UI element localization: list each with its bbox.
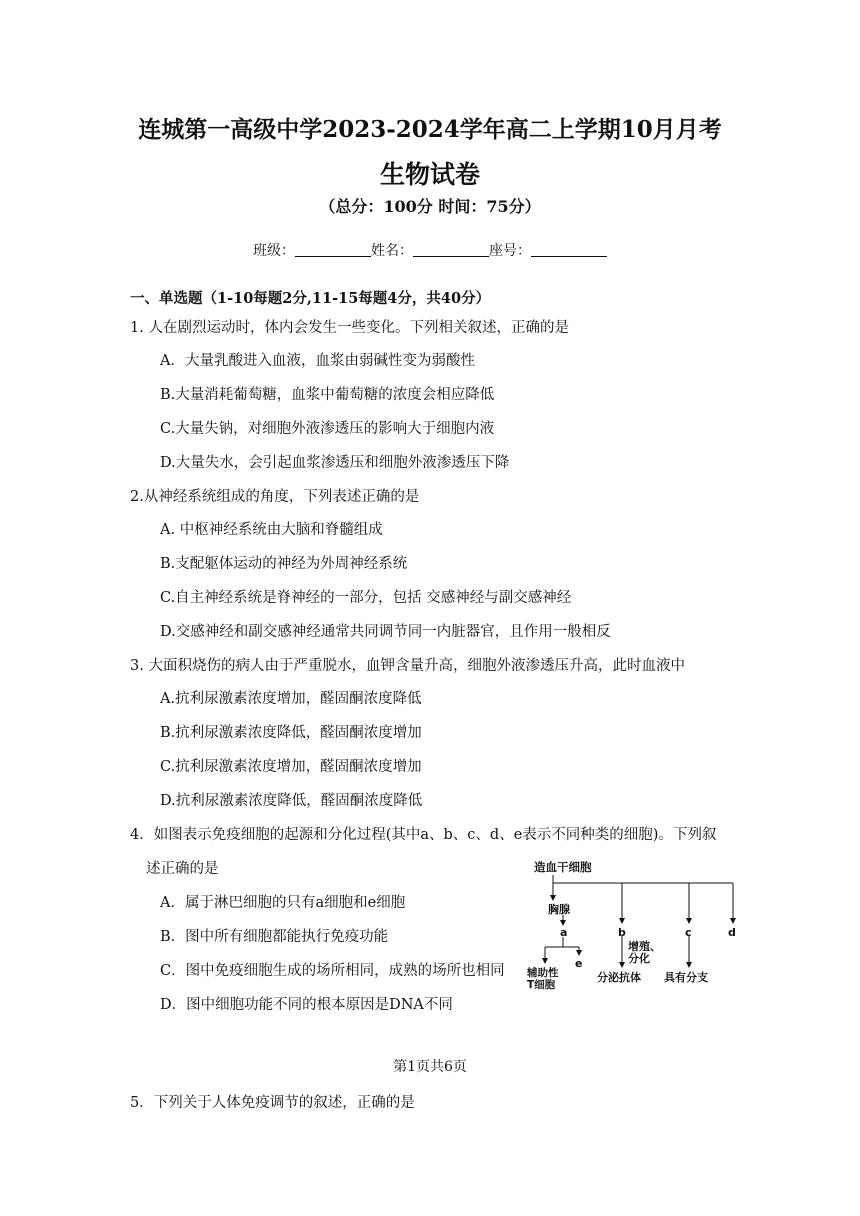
- seat-blank[interactable]: [531, 243, 607, 257]
- section-heading: 一、单选题（1-10每题2分,11-15每题4分，共40分）: [130, 290, 491, 307]
- question-4-stem: 4．如图表示免疫细胞的起源和分化过程(其中a、b、c、d、e表示不同种类的细胞)。下列叙: [130, 827, 717, 843]
- label-helper-t-2: T细胞: [527, 979, 556, 991]
- name-blank[interactable]: [413, 243, 489, 257]
- score-time: （总分：100分 时间：75分）: [319, 197, 541, 216]
- question-4-option-b: B．图中所有细胞都能执行免疫功能: [160, 929, 389, 945]
- label-e: e: [575, 957, 583, 970]
- label-secrete: 分泌抗体: [597, 971, 641, 984]
- question-1-stem: 1. 人在剧烈运动时，体内会发生一些变化。下列相关叙述，正确的是: [130, 320, 569, 336]
- question-3-option-b: B.抗利尿激素浓度降低，醛固酮浓度增加: [160, 725, 422, 741]
- question-2-option-a: A. 中枢神经系统由大脑和脊髓组成: [160, 522, 383, 538]
- question-1-option-b: B.大量消耗葡萄糖，血浆中葡萄糖的浓度会相应降低: [160, 387, 495, 403]
- class-label: 班级：: [253, 243, 295, 259]
- question-1-option-c: C.大量失钠，对细胞外液渗透压的影响大于细胞内液: [160, 421, 495, 437]
- exam-subject: 生物试卷: [379, 160, 480, 189]
- label-d: d: [728, 926, 736, 939]
- seat-label: 座号：: [489, 243, 531, 259]
- label-thymus: 胸腺: [548, 903, 570, 916]
- question-3-option-c: C.抗利尿激素浓度增加，醛固酮浓度增加: [160, 759, 422, 775]
- question-4-option-a: A．属于淋巴细胞的只有a细胞和e细胞: [160, 895, 406, 911]
- question-2-stem: 2.从神经系统组成的角度，下列表述正确的是: [130, 489, 420, 505]
- class-blank[interactable]: [295, 243, 371, 257]
- question-4-stem-cont: 述正确的是: [146, 861, 219, 877]
- label-prolif-2: 分化: [628, 952, 650, 965]
- page-footer: 第1页共6页: [393, 1059, 467, 1075]
- question-2-option-d: D.交感神经和副交感神经通常共同调节同一内脏器官，且作用一般相反: [160, 624, 611, 640]
- label-helper-t-1: 辅助性: [527, 967, 559, 979]
- label-a: a: [560, 926, 568, 939]
- label-c: c: [685, 926, 692, 939]
- student-info: [0, 240, 860, 260]
- question-4-option-d: D．图中细胞功能不同的根本原因是DNA不同: [160, 997, 453, 1013]
- question-5-stem: 5．下列关于人体免疫调节的叙述，正确的是: [130, 1095, 415, 1111]
- immune-cell-diagram: [520, 855, 745, 995]
- question-3-option-d: D.抗利尿激素浓度降低，醛固酮浓度降低: [160, 793, 423, 809]
- exam-title: 连城第一高级中学2023-2024学年高二上学期10月月考: [138, 116, 722, 143]
- question-1-option-d: D.大量失水，会引起血浆渗透压和细胞外液渗透压下降: [160, 455, 510, 471]
- label-b: b: [618, 926, 626, 939]
- question-2-option-c: C.自主神经系统是脊神经的一部分，包括 交感神经与副交感神经: [160, 590, 572, 606]
- question-1-option-a: A．大量乳酸进入血液，血浆由弱碱性变为弱酸性: [160, 353, 475, 369]
- question-3-option-a: A.抗利尿激素浓度增加，醛固酮浓度降低: [160, 691, 422, 707]
- label-prolif-1: 增殖、: [628, 940, 661, 953]
- question-3-stem: 3. 大面积烧伤的病人由于严重脱水，血钾含量升高，细胞外液渗透压升高，此时血液中: [130, 658, 685, 674]
- label-branch: 具有分支: [664, 971, 708, 984]
- question-4-option-c: C．图中免疫细胞生成的场所相同，成熟的场所也相同: [160, 963, 505, 979]
- question-2-option-b: B.支配躯体运动的神经为外周神经系统: [160, 556, 408, 572]
- label-root: 造血干细胞: [534, 860, 592, 874]
- name-label: 姓名：: [371, 243, 413, 259]
